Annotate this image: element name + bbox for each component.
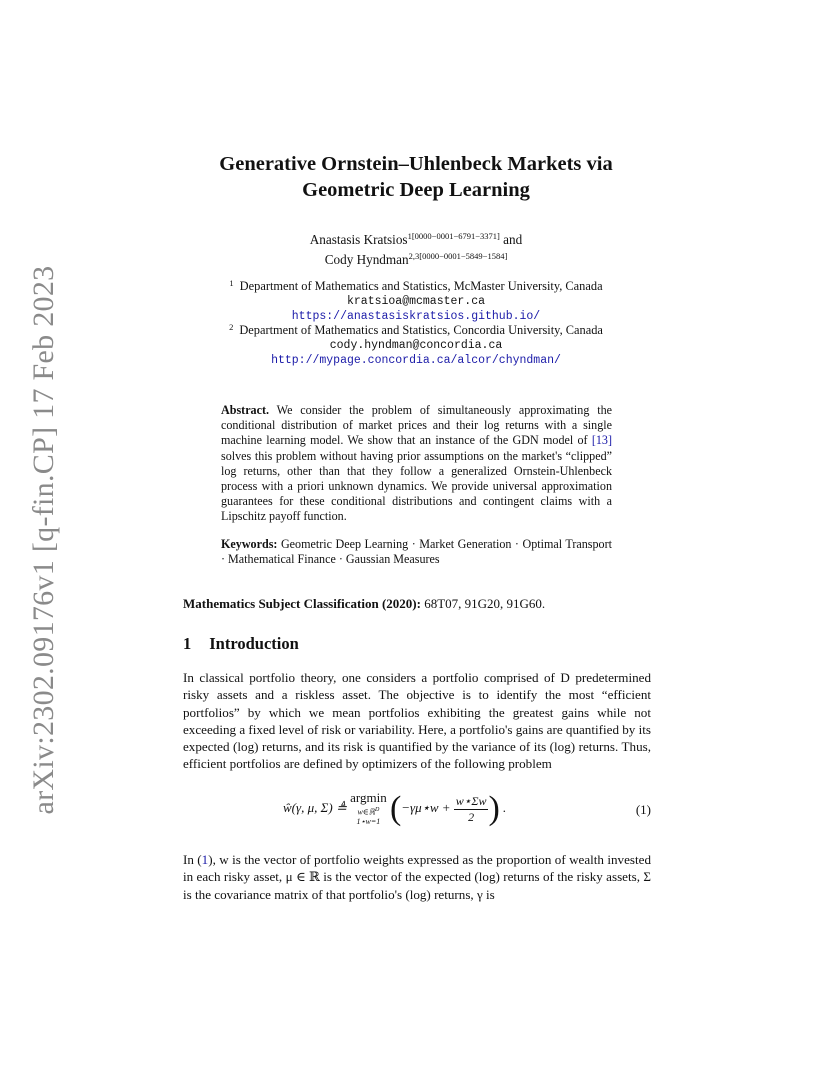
section-title: Introduction bbox=[209, 634, 299, 653]
author-1-orcid: 1[0000−0001−6791−3371] bbox=[407, 231, 500, 241]
intro-paragraph-2 bbox=[183, 851, 651, 903]
equation-reference-link[interactable]: 1 bbox=[201, 852, 209, 867]
affiliation-2-text: Department of Mathematics and Statistics, Concordia University, Canada bbox=[239, 323, 603, 337]
argmin-operator: argmin bbox=[350, 790, 387, 805]
affiliation-2 bbox=[160, 320, 672, 368]
equation-1 bbox=[183, 790, 651, 840]
argmin-subscript-2: 1⋆w=1 bbox=[356, 816, 381, 826]
keywords-label: Keywords: bbox=[221, 537, 278, 551]
affiliation-2-url-link[interactable]: http://mypage.concordia.ca/alcor/chyndman/ bbox=[271, 354, 561, 367]
section-number: 1 bbox=[183, 634, 192, 653]
affiliation-1-email[interactable]: kratsioa@mcmaster.ca bbox=[346, 295, 486, 308]
abstract-text-1: We consider the problem of simultaneously approximating the conditional distribution of market prices and their log returns with a single machine learning model. We show that an instance of the GDN model of bbox=[221, 403, 612, 448]
argmin-subscript-dim: D bbox=[375, 807, 380, 813]
section-heading bbox=[183, 634, 299, 654]
affiliation-1 bbox=[160, 276, 672, 324]
affiliation-1-text: Department of Mathematics and Statistics, McMaster University, Canada bbox=[239, 279, 603, 293]
affiliation-1-number: 1 bbox=[229, 278, 234, 288]
equation-lhs: ŵ(γ, μ, Σ) ≜ bbox=[283, 799, 351, 815]
equation-argmin bbox=[350, 790, 387, 826]
argmin-subscript-set: w∈ℝ bbox=[357, 807, 376, 817]
intro-paragraph-2-text-b: ), w is the vector of portfolio weights expressed as the proportion of wealth invested in each risky asset, μ ∈ ℝ is the vector of the expected (log) returns of the risky assets, Σ is the covariance matrix of that portfolio's (log) returns, γ is bbox=[183, 852, 652, 902]
msc-codes: 68T07, 91G20, 91G60. bbox=[420, 596, 546, 611]
abstract bbox=[221, 403, 612, 525]
left-paren: ( bbox=[389, 790, 402, 827]
author-1-name: Anastasis Kratsios bbox=[309, 232, 408, 247]
equation-number: (1) bbox=[635, 802, 651, 817]
keywords bbox=[221, 537, 612, 567]
abstract-label: Abstract. bbox=[221, 403, 270, 417]
abstract-text-2: solves this problem without having prior assumptions on the market's “clipped” log returns, other than that they follow a generalized Ornstein-Uhlenbeck process with a priori unknown dynamics. We provide universal approximation guarantees for these conditional distributions and contingent claims with a Lipschitz payoff function. bbox=[221, 448, 612, 524]
keywords-text: Geometric Deep Learning · Market Generation · Optimal Transport · Mathematical Finance · Gaussian Measures bbox=[221, 537, 612, 567]
title-line-2: Geometric Deep Learning bbox=[302, 179, 530, 201]
affiliation-2-number: 2 bbox=[229, 322, 234, 332]
right-paren: ) bbox=[488, 790, 500, 827]
author-block bbox=[160, 228, 672, 268]
arxiv-id: arXiv:2302.09176v1 [q-fin.CP] 17 Feb 2023 bbox=[27, 265, 60, 815]
msc-label: Mathematics Subject Classification (2020): bbox=[183, 596, 421, 611]
abstract-citation-link[interactable]: [13] bbox=[591, 433, 612, 448]
author-2-orcid: 2,3[0000−0001−5849−1584] bbox=[408, 251, 508, 261]
equation-middle: −γμ⋆w + bbox=[401, 799, 454, 815]
msc-classification bbox=[183, 596, 545, 612]
affiliation-1-url-link[interactable]: https://anastasiskratsios.github.io/ bbox=[291, 310, 541, 323]
equation-body: ŵ(γ, μ, Σ) ≜ argmin w∈ℝ$^D$ 1⋆w=1 (−γμ⋆w + $\frac{w⋆\Sigma w}{2}$ ) . bbox=[283, 790, 507, 827]
paper-title bbox=[160, 151, 672, 203]
equation-fraction bbox=[454, 794, 489, 825]
author-and: and bbox=[503, 232, 523, 247]
title-line-1: Generative Ornstein–Uhlenbeck Markets via bbox=[219, 153, 613, 175]
fraction-numerator: w⋆Σw bbox=[455, 793, 487, 808]
intro-paragraph-1: In classical portfolio theory, one considers a portfolio comprised of D predetermined risky assets and a riskless asset. The objective is to identify the most “efficient portfolios” by which we mean portfolios exhibiting the greatest gains while not exceeding a fixed level of risk or variability. Here, a portfolio's gains are quantified by its expected (log) returns, and its risk is quantified by the variance of its (log) returns. Thus, efficient portfolios are defined by optimizers of the following problem bbox=[183, 670, 651, 772]
intro-paragraph-2-text-a: In ( bbox=[183, 852, 202, 867]
affiliation-2-email[interactable]: cody.hyndman@concordia.ca bbox=[329, 339, 503, 352]
fraction-denominator: 2 bbox=[468, 809, 475, 824]
author-2-name: Cody Hyndman bbox=[324, 252, 409, 267]
argmin-subscript-1 bbox=[350, 806, 387, 817]
